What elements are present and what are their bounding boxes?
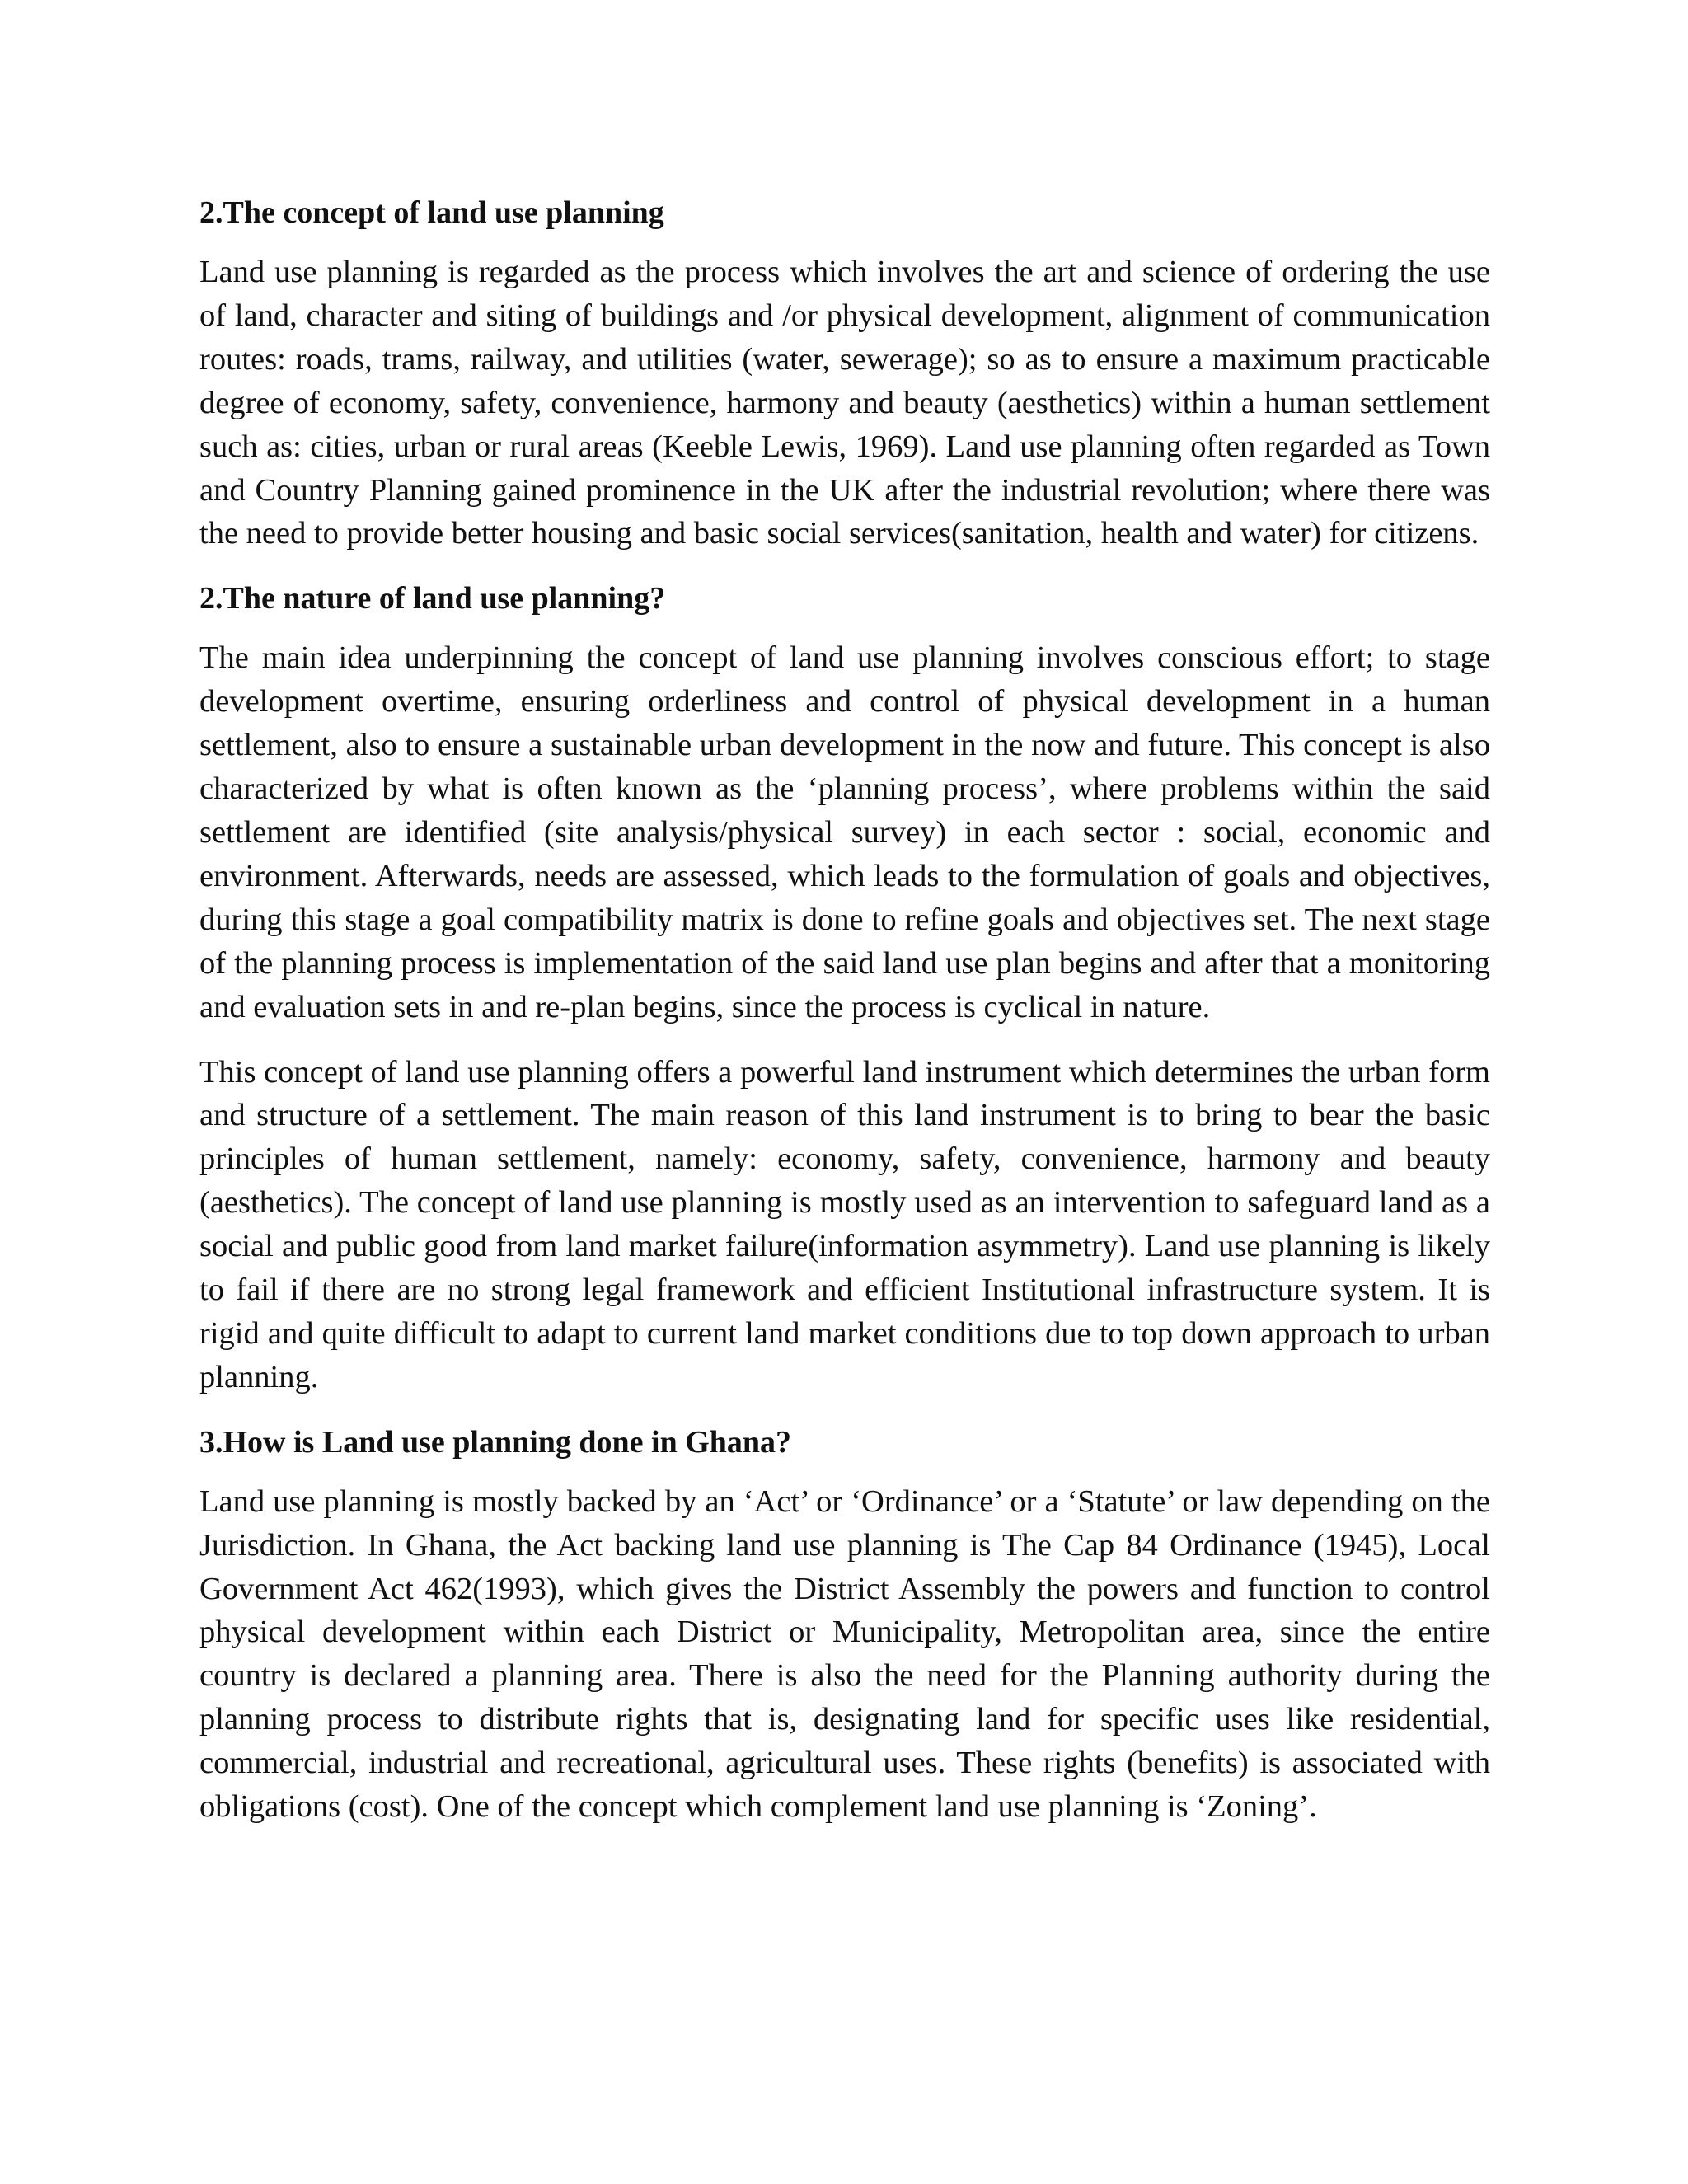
document-body [199,191,1490,1850]
section-heading-nature: 2.The nature of land use planning? [199,581,666,616]
section-heading-concept: 2.The concept of land use planning [199,195,664,230]
paragraph-concept-1: Land use planning is regarded as the process which involves the art and science of ordering the use of land, character and siting of buildings and /or physical development, alignment of communication routes: roads, trams, railway, and utilities (water, sewerage); so as to ensure a maximum practicable degree of economy, safety, convenience, harmony and beauty (aesthetics) within a human settlement such as: cities, urban or rural areas (Keeble Lewis, 1969). Land use planning often regarded as Town and Country Planning gained prominence in the UK after the industrial revolution; where there was the need to provide better housing and basic social services(sanitation, health and water) for citizens. [199,255,1490,551]
paragraph-nature-1: The main idea underpinning the concept of land use planning involves conscious effort; to stage development overtime, ensuring orderliness and control of physical development in a human settlement, also to ensure a sustainable urban development in the now and future. This concept is also characterized by what is often known as the ‘planning process’, where problems within the said settlement are identified (site analysis/physical survey) in each sector : social, economic and environment. Afterwards, needs are assessed, which leads to the formulation of goals and objectives, during this stage a goal compatibility matrix is done to refine goals and objectives set. The next stage of the planning process is implementation of the said land use plan begins and after that a monitoring and evaluation sets in and re-plan begins, since the process is cyclical in nature. [199,640,1490,1024]
section-heading-ghana: 3.How is Land use planning done in Ghana? [199,1424,792,1460]
paragraph-ghana-1: Land use planning is mostly backed by an ‘Act’ or ‘Ordinance’ or a ‘Statute’ or law depending on the Jurisdiction. In Ghana, the Act backing land use planning is The Cap 84 Ordinance (1945), Local Government Act 462(1993), which gives the District Assembly the powers and function to control physical development within each District or Municipality, Metropolitan area, since the entire country is declared a planning area. There is also the need for the Planning authority during the planning process to distribute rights that is, designating land for specific uses like residential, commercial, industrial and recreational, agricultural uses. These rights (benefits) is associated with obligations (cost). One of the concept which complement land use planning is ‘Zoning’. [199,1483,1490,1825]
paragraph-nature-2: This concept of land use planning offers a powerful land instrument which determines the urban form and structure of a settlement. The main reason of this land instrument is to bring to bear the basic principles of human settlement, namely: economy, safety, convenience, harmony and beauty (aesthetics). The concept of land use planning is mostly used as an intervention to safeguard land as a social and public good from land market failure(information asymmetry). Land use planning is likely to fail if there are no strong legal framework and efficient Institutional infrastructure system. It is rigid and quite difficult to adapt to current land market conditions due to top down approach to urban planning. [199,1054,1490,1394]
